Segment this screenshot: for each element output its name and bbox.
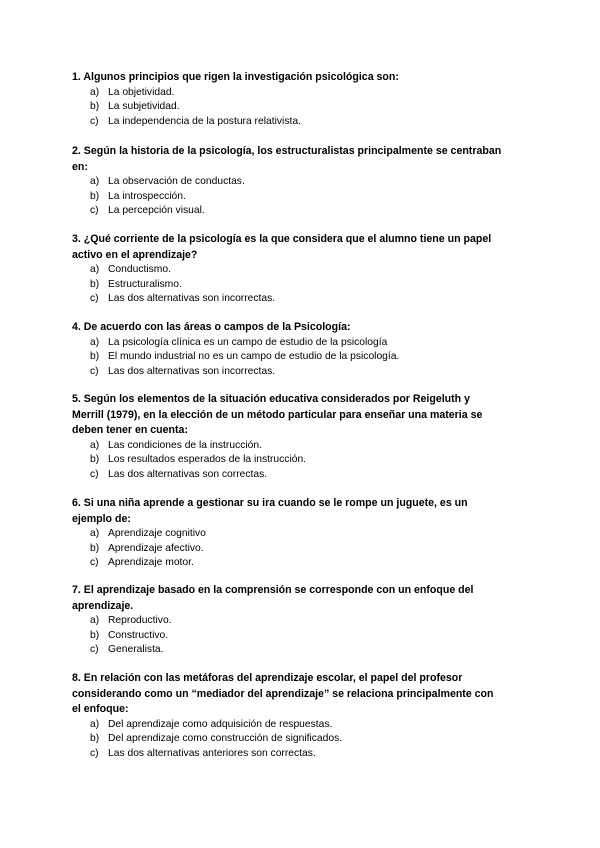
option-text: Las dos alternativas son incorrectas. — [108, 293, 276, 305]
option-letter: c) — [90, 293, 99, 305]
option-a — [72, 263, 502, 278]
option-letter: c) — [90, 365, 99, 377]
option-text: La psicología clínica es un campo de estudio de la psicología — [108, 336, 388, 348]
option-c — [72, 365, 502, 380]
question-text: 6. Si una niña aprende a gestionar su ira cuando se le rompe un juguete, es un ejemplo de: — [72, 497, 468, 525]
option-text: Aprendizaje cognitivo — [108, 528, 206, 539]
question-8 — [72, 671, 502, 761]
option-letter: a) — [90, 86, 100, 98]
option-letter: a) — [90, 439, 100, 451]
option-c — [72, 204, 502, 219]
option-c — [72, 292, 502, 307]
option-c — [72, 747, 502, 762]
option-letter: c) — [90, 205, 99, 217]
question-text: 4. De acuerdo con las áreas o campos de la Psicología: — [72, 321, 351, 333]
option-text: Estructuralismo. — [108, 278, 182, 290]
option-text: Conductismo. — [108, 264, 171, 275]
option-b — [72, 278, 502, 293]
option-list — [72, 718, 502, 762]
question-text: 8. En relación con las metáforas del aprendizaje escolar, el papel del profesor considerando como un “mediador del aprendizaje” se relaciona principalmente con el enfoque: — [72, 672, 494, 715]
option-a — [72, 439, 502, 454]
option-text: Las dos alternativas son correctas. — [108, 468, 268, 480]
option-a — [72, 718, 502, 733]
option-text: Las condiciones de la instrucción. — [108, 439, 262, 451]
option-text: Generalista. — [108, 644, 164, 656]
option-text: La objetividad. — [108, 86, 175, 98]
option-list — [72, 614, 502, 658]
option-c — [72, 556, 502, 571]
option-text: Aprendizaje afectivo. — [108, 542, 204, 554]
option-b — [72, 350, 502, 365]
question-5 — [72, 392, 502, 482]
question-text: 5. Según los elementos de la situación educativa considerados por Reigeluth y Merrill (1979), en la elección de un método particular para enseñar una materia se deben tener en cuenta: — [72, 393, 483, 436]
option-a — [72, 175, 502, 190]
question-text: 7. El aprendizaje basado en la comprensión se corresponde con un enfoque del aprendizaje. — [72, 584, 474, 612]
option-letter: a) — [90, 176, 100, 187]
option-text: Reproductivo. — [108, 615, 172, 626]
option-c — [72, 468, 502, 483]
option-b — [72, 629, 502, 644]
option-letter: b) — [90, 542, 100, 554]
option-letter: a) — [90, 336, 100, 348]
option-letter: a) — [90, 718, 100, 730]
option-text: La observación de conductas. — [108, 176, 245, 187]
option-text: Aprendizaje motor. — [108, 557, 194, 569]
option-text: La independencia de la postura relativista. — [108, 115, 301, 127]
option-letter: a) — [90, 615, 100, 626]
option-letter: c) — [90, 468, 99, 480]
option-letter: c) — [90, 747, 99, 759]
option-list — [72, 439, 502, 483]
option-letter: b) — [90, 190, 100, 202]
option-letter: c) — [90, 644, 99, 656]
option-letter: b) — [90, 278, 100, 290]
option-text: Constructivo. — [108, 629, 169, 641]
option-letter: c) — [90, 115, 99, 127]
option-text: El mundo industrial no es un campo de estudio de la psicología. — [108, 351, 400, 363]
option-list — [72, 527, 502, 571]
option-c — [72, 643, 502, 658]
option-a — [72, 86, 502, 101]
option-a — [72, 527, 502, 542]
question-4 — [72, 320, 502, 379]
question-text: 2. Según la historia de la psicología, los estructuralistas principalmente se centraban en: — [72, 145, 502, 173]
question-7 — [72, 583, 502, 658]
option-letter: b) — [90, 101, 100, 113]
option-list — [72, 175, 502, 219]
option-b — [72, 453, 502, 468]
option-letter: b) — [90, 733, 100, 745]
question-text: 3. ¿Qué corriente de la psicología es la que considera que el alumno tiene un papel activo en el aprendizaje? — [72, 233, 492, 261]
option-text: Las dos alternativas anteriores son correctas. — [108, 747, 316, 759]
question-3 — [72, 232, 502, 307]
option-b — [72, 190, 502, 205]
option-list — [72, 263, 502, 307]
option-text: La percepción visual. — [108, 205, 205, 217]
option-a — [72, 336, 502, 351]
option-list — [72, 336, 502, 380]
option-text: La introspección. — [108, 190, 186, 202]
option-a — [72, 614, 502, 629]
question-1 — [72, 70, 502, 129]
option-text: La subjetividad. — [108, 101, 180, 113]
option-text: Del aprendizaje como construcción de significados. — [108, 733, 343, 745]
option-letter: a) — [90, 264, 100, 275]
question-2 — [72, 144, 502, 219]
option-letter: b) — [90, 629, 100, 641]
question-text: 1. Algunos principios que rigen la investigación psicológica son: — [72, 71, 399, 83]
option-b — [72, 542, 502, 557]
question-6 — [72, 496, 502, 571]
option-text: Del aprendizaje como adquisición de respuestas. — [108, 718, 333, 730]
option-letter: a) — [90, 528, 100, 539]
option-text: Las dos alternativas son incorrectas. — [108, 365, 276, 377]
option-letter: b) — [90, 454, 100, 466]
option-letter: c) — [90, 557, 99, 569]
option-letter: b) — [90, 351, 100, 363]
option-b — [72, 100, 502, 115]
option-list — [72, 86, 502, 130]
option-b — [72, 732, 502, 747]
option-c — [72, 115, 502, 130]
option-text: Los resultados esperados de la instrucción. — [108, 454, 307, 466]
